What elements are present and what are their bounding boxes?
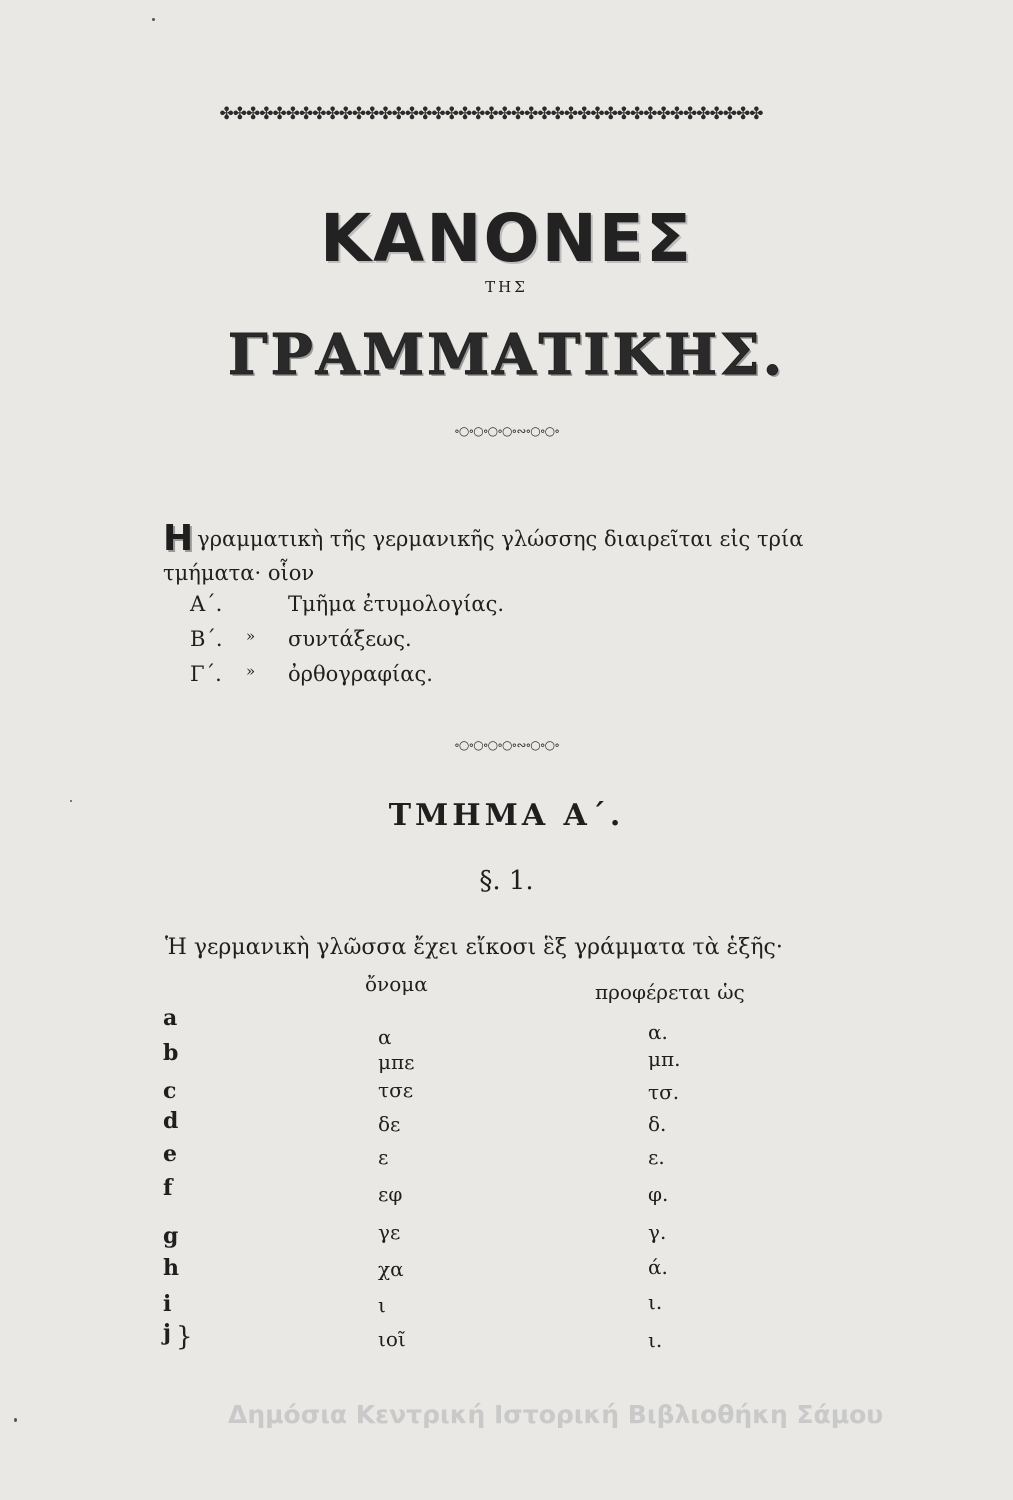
list-item-text: Τμῆμα ἐτυμολογίας. xyxy=(288,592,505,616)
title-sub: ΤΗΣ xyxy=(485,278,528,296)
column-header-pronunciation: προφέρεται ὡς xyxy=(595,980,745,1004)
german-letter: j xyxy=(163,1320,171,1346)
letter-pronunciation: γ. xyxy=(648,1220,667,1244)
intro-paragraph xyxy=(163,518,863,590)
page-speck xyxy=(152,18,155,21)
letter-name: χα xyxy=(378,1257,404,1281)
letter-name: γε xyxy=(378,1220,401,1244)
letter-pronunciation: ε. xyxy=(648,1145,665,1169)
german-letter: g xyxy=(163,1223,179,1249)
letter-pronunciation: ι. xyxy=(648,1290,663,1314)
german-letter: f xyxy=(163,1175,173,1201)
brace-mark: } xyxy=(176,1322,193,1352)
list-item-number: Α΄. xyxy=(190,592,223,616)
letter-name: τσε xyxy=(378,1078,414,1102)
ditto-mark: » xyxy=(246,662,256,680)
page-speck xyxy=(14,1418,17,1422)
divider-ornament: ∘○∘○∘○∘○∘∾∘○∘○∘ xyxy=(454,738,559,752)
page-speck xyxy=(70,800,72,802)
letter-name: δε xyxy=(378,1112,401,1136)
list-item-number: Γ΄. xyxy=(190,662,222,686)
letter-name: ιοῖ xyxy=(378,1327,406,1351)
drop-cap: Η xyxy=(163,518,194,559)
library-watermark: Δημόσια Κεντρική Ιστορική Βιβλιοθήκη Σάμου xyxy=(228,1400,884,1429)
letter-pronunciation: μπ. xyxy=(648,1047,681,1071)
german-letter: d xyxy=(163,1108,179,1134)
section-title: ΤΜΗΜΑ Α΄. xyxy=(388,798,625,833)
letter-name: ε xyxy=(378,1145,389,1169)
title-grammar: ΓΡΑΜΜΑΤΙΚΗΣ. xyxy=(227,322,786,388)
german-letter: b xyxy=(163,1040,179,1066)
german-letter: a xyxy=(163,1005,178,1031)
german-letter: c xyxy=(163,1078,177,1104)
german-letter: i xyxy=(163,1291,172,1317)
top-ornament-border: ✤✤✤✤✤✤✤✤✤✤✤✤✤✤✤✤✤✤✤✤✤✤✤✤✤✤✤✤✤✤✤✤✤✤✤✤✤✤✤✤✤ xyxy=(219,104,763,124)
letter-pronunciation: ά. xyxy=(648,1255,668,1279)
list-item-number: Β΄. xyxy=(190,627,223,651)
letter-pronunciation: ι. xyxy=(648,1328,663,1352)
letter-pronunciation: δ. xyxy=(648,1112,667,1136)
letter-name: ι xyxy=(378,1293,386,1317)
letter-name: μπε xyxy=(378,1050,415,1074)
list-item-text: ὀρθογραφίας. xyxy=(288,662,433,686)
letter-pronunciation: α. xyxy=(648,1020,668,1044)
german-letter: e xyxy=(163,1141,177,1167)
column-header-name: ὄνομα xyxy=(365,972,428,996)
title-main: ΚΑΝΟΝΕΣ xyxy=(320,200,693,277)
letter-pronunciation: φ. xyxy=(648,1182,669,1206)
list-item-text: συντάξεως. xyxy=(288,627,412,651)
german-letter: h xyxy=(163,1255,179,1281)
letter-name: α xyxy=(378,1025,392,1049)
divider-ornament: ∘○∘○∘○∘○∘∾∘○∘○∘ xyxy=(454,424,559,438)
ditto-mark: » xyxy=(246,627,256,645)
intro-text: γραμματικὴ τῆς γερμανικῆς γλώσσης διαιρεῖται εἰς τρία τμήματα· οἷον xyxy=(163,527,804,585)
paragraph-number: §. 1. xyxy=(479,866,534,896)
letter-pronunciation: τσ. xyxy=(648,1080,680,1104)
section-sentence: Ἡ γερμανικὴ γλῶσσα ἔχει εἴκοσι ἓξ γράμματα τὰ ἑξῆς· xyxy=(165,935,783,960)
letter-name: εφ xyxy=(378,1182,403,1206)
